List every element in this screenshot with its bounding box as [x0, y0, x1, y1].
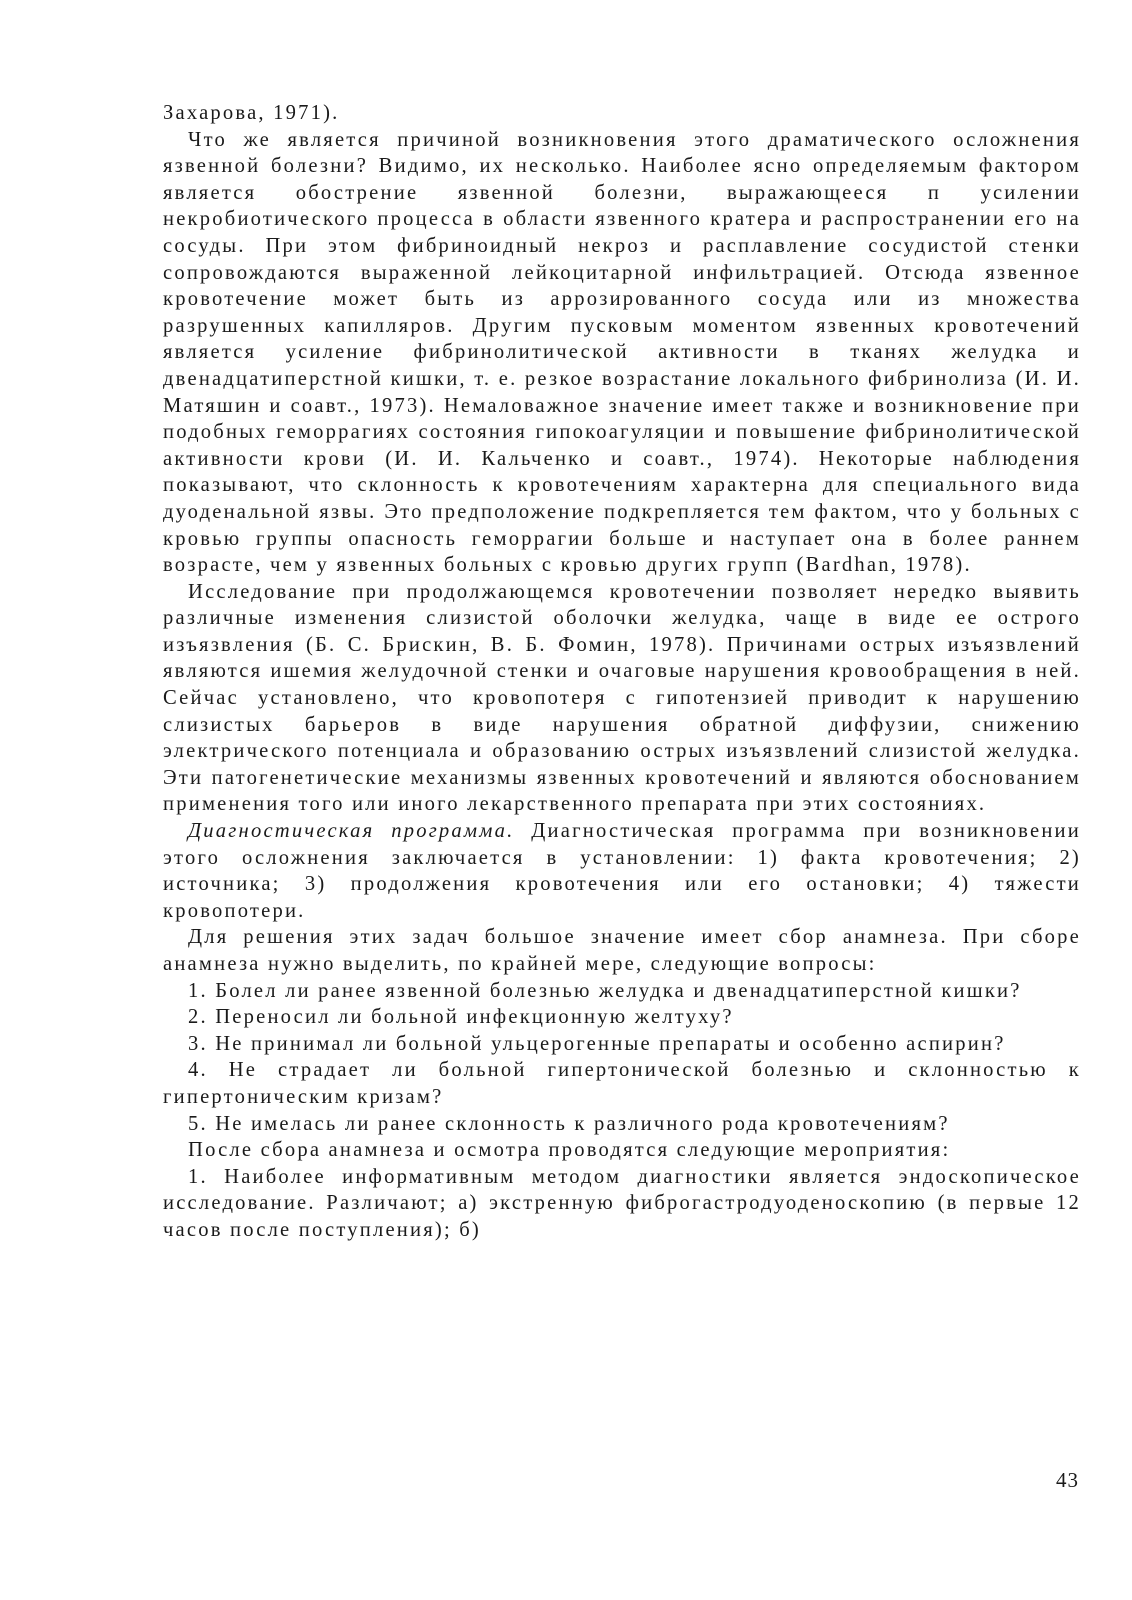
- diagnostic-program-heading: Диагностическая программа.: [188, 820, 515, 843]
- paragraph-measures-intro: После сбора анамнеза и осмотра проводятся следующие мероприятия:: [188, 1139, 951, 1162]
- paragraph-continuation: Захарова, 1971).: [163, 102, 340, 124]
- measure-1: 1. Наиболее информативным методом диагностики является эндоскопическое исследование. Различают; а) экстренную фиброгастродуоденоскопию (в первые 12 часов после поступления); б): [163, 1165, 1081, 1241]
- paragraph-causes: Что же является причиной возникновения этого драматического осложнения язвенной болезни? Видимо, их несколько. Наиболее ясно определяемым фактором является обострение язвенной болезни, выражающееся п усилении некробиотического процесса в области язвенного кратера и распространении его на сосуды. При этом фибриноидный некроз и расплавление сосудистой стенки сопровождаются выраженной лейкоцитарной инфильтрацией. Отсюда язвенное кровотечение может быть из аррозированного сосуда или из множества разрушенных капилляров. Другим пусковым моментом язвенных кровотечений является усиление фибринолитической активности в тканях желудка и двенадцатиперстной кишки, т. е. резкое возрастание локального фибринолиза (И. И. Матяшин и соавт., 1973). Немаловажное значение имеет также и возникновение при подобных геморрагиях состояния гипокоагуляции и повышение фибринолитической активности крови (И. И. Кальченко и соавт., 1974). Некоторые наблюдения показывают, что склонность к кровотечениям характерна для специального вида дуоденальной язвы. Это предположение подкрепляется тем фактом, что у больных с кровью группы опасность геморрагии больше и наступает она в более раннем возрасте, чем у язвенных больных с кровью других групп (Bardhan, 1978).: [163, 128, 1081, 577]
- diagnostic-program-text: Диагностическая программа при возникновении этого осложнения заключается в установлении: 1) факта кровотечения; 2) источника; 3) продолжения кровотечения или его остановки; 4) тяжести кровопотери.: [163, 820, 1081, 922]
- question-4: 4. Не страдает ли больной гипертонической болезнью и склонностью к гипертоническим кризам?: [163, 1059, 1081, 1108]
- question-3: 3. Не принимал ли больной ульцерогенные препараты и особенно аспирин?: [188, 1032, 1006, 1055]
- paragraph-investigation: Исследование при продолжающемся кровотечении позволяет нередко выявить различные изменения слизистой оболочки желудка, чаще в виде ее острого изъязвления (Б. С. Брискин, В. Б. Фомин, 1978). Причинами острых изъязвлений являются ишемия желудочной стенки и очаговые нарушения кровообращения в ней. Сейчас установлено, что кровопотеря с гипотензией приводит к нарушению слизистых барьеров в виде нарушения обратной диффузии, снижению электрического потенциала и образованию острых изъязвлений слизистой желудка. Эти патогенетические механизмы язвенных кровотечений и являются обоснованием применения того или иного лекарственного препарата при этих состояниях.: [163, 580, 1081, 816]
- question-1: 1. Болел ли ранее язвенной болезнью желудка и двенадцатиперстной кишки?: [188, 979, 1022, 1002]
- question-5: 5. Не имелась ли ранее склонность к различного рода кровотечениям?: [188, 1112, 950, 1135]
- question-2: 2. Переносил ли больной инфекционную желтуху?: [188, 1006, 734, 1029]
- paragraph-diagnostic-program: [163, 818, 1081, 924]
- page-number: 43: [1056, 1468, 1079, 1492]
- page-body: [163, 100, 1081, 1244]
- paragraph-anamnesis-intro: Для решения этих задач большое значение имеет сбор анамнеза. При сборе анамнеза нужно выделить, по крайней мере, следующие вопросы:: [163, 926, 1081, 975]
